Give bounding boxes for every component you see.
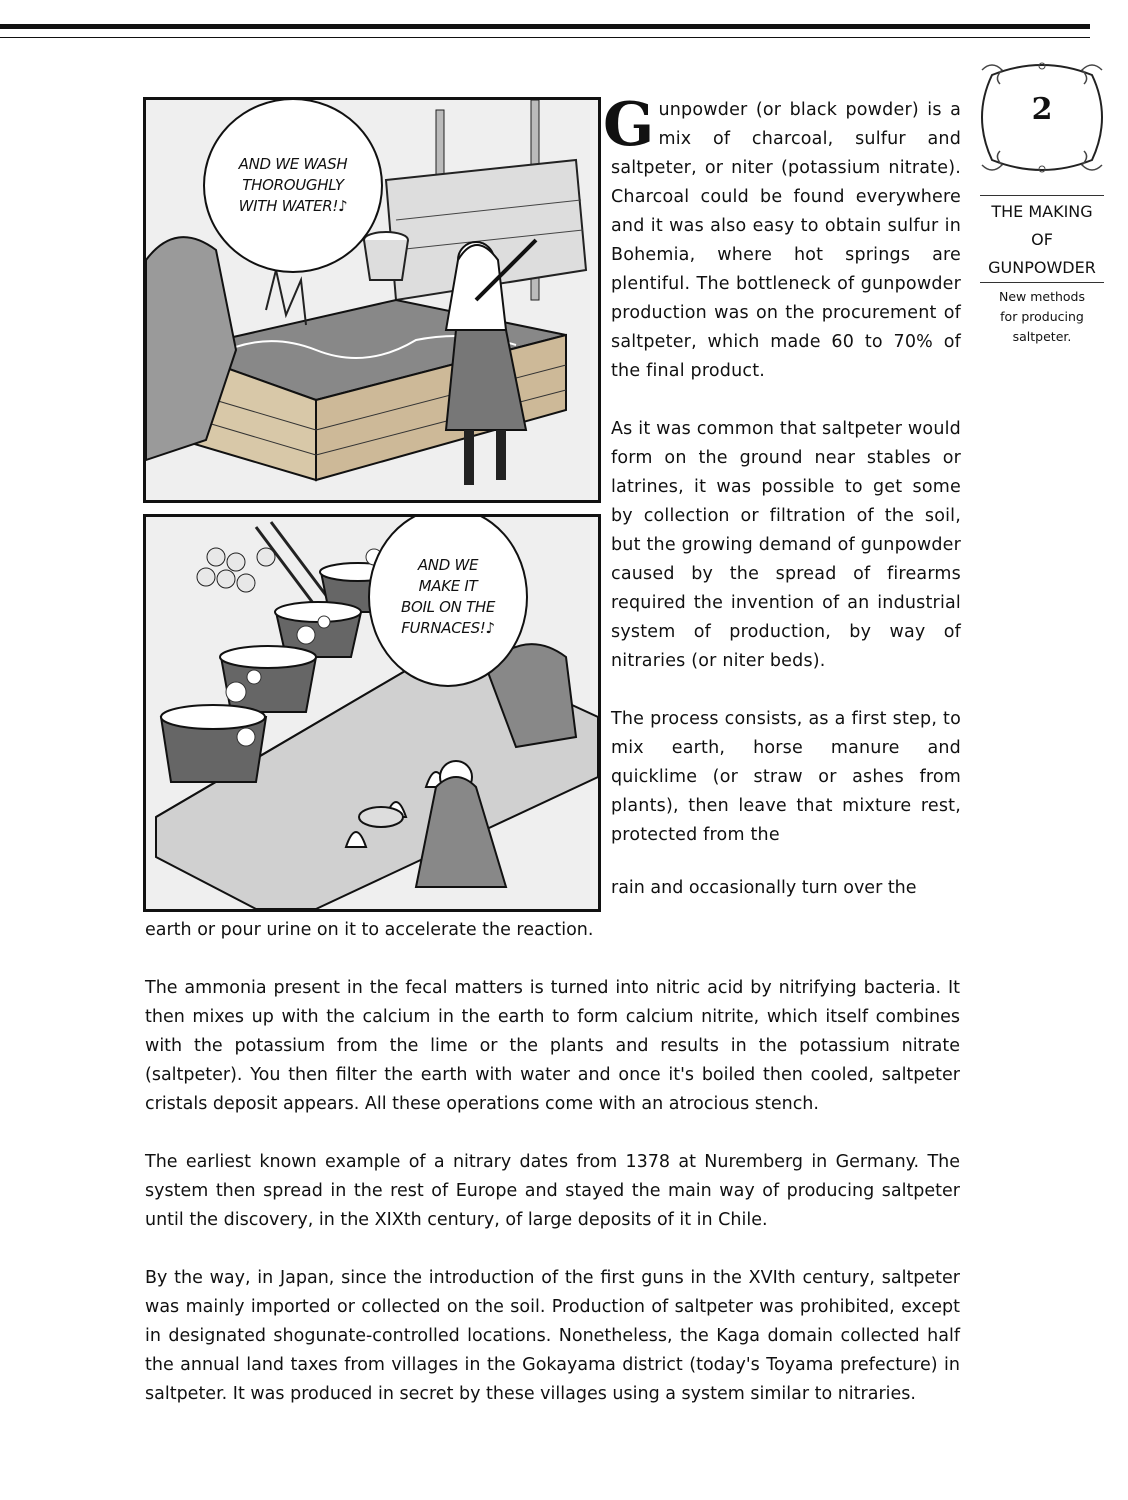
paragraph-3-end: earth or pour urine on it to accelerate the reaction. [145,920,594,940]
paragraph-6: By the way, in Japan, since the introduction of the first guns in the XVIth century, saltpeter was mainly imported or collected on the soil. Production of saltpeter was prohibited, except in designated shogunate-controlled locations. Nonetheless, the Kaga domain collected half the annual land taxes from villages in the Gokayama district (today's Toyama prefecture) in saltpeter. It was produced in secret by these villages using a system similar to nitraries. [145,1268,960,1404]
sidebar-subtitle: New methods for producing saltpeter. [998,289,1086,344]
paragraph-3: The process consists, as a first step, to mix earth, horse manure and quicklime (or straw or ashes from plants), then leave that mixture rest, protected from the [611,709,961,845]
paragraph-1-text: unpowder (or black powder) is a mix of charcoal, sulfur and saltpeter, or niter (potassium nitrate). Charcoal could be found everywhere and it was also easy to obtain sulfur in Bohemia, where hot springs are plentiful. The bottleneck of gunpowder production was on the procurement of saltpeter, which made 60 to 70% of the final product. [611,100,961,381]
paragraph-5: The earliest known example of a nitrary dates from 1378 at Nuremberg in Germany. The system then spread in the rest of Europe and stayed the main way of producing saltpeter until the discovery, in the XIXth century, of large deposits of it in Chile. [145,1152,960,1230]
paragraph-4: The ammonia present in the fecal matters is turned into nitric acid by nitrifying bacteria. It then mixes up with the calcium in the earth to form calcium nitrite, which itself combines with the potassium from the lime or the plants and results in the potassium nitrate (saltpeter). You then filter the earth with water and once it's boiled then cooled, saltpeter cristals deposit appears. All these operations come with an atrocious stench. [145,978,960,1114]
header-rule-thin [0,37,1090,38]
manga-panel-washing [143,97,601,503]
sidebar-rule-top [980,195,1104,196]
header-rule-thick [0,24,1090,29]
chapter-sidebar [972,60,1112,347]
article-column [603,90,961,850]
drop-cap: G [603,90,655,160]
chapter-number: 2 [1031,92,1053,127]
article-full-width [145,916,960,1438]
paragraph-1 [603,90,961,386]
sidebar-title: THE MAKING OF GUNPOWDER [988,202,1096,277]
speech-bubble-boil: AND WE MAKE IT BOIL ON THE FURNACES!♪ [368,514,528,687]
paragraph-2: As it was common that saltpeter would form on the ground near stables or latrines, it was possible to get some by collection or filtration of the soil, but the growing demand of gunpowder caused by the spread of firearms required the invention of an industrial system of production, by way of nitraries (or niter beds). [611,419,961,671]
paragraph-3-line: rain and occasionally turn over the [611,878,917,898]
speech-bubble-wash: AND WE WASH THOROUGHLY WITH WATER!♪ [203,98,383,273]
manga-panel-boiling [143,514,601,912]
sidebar-rule-bottom [980,282,1104,283]
chapter-badge [972,60,1112,175]
